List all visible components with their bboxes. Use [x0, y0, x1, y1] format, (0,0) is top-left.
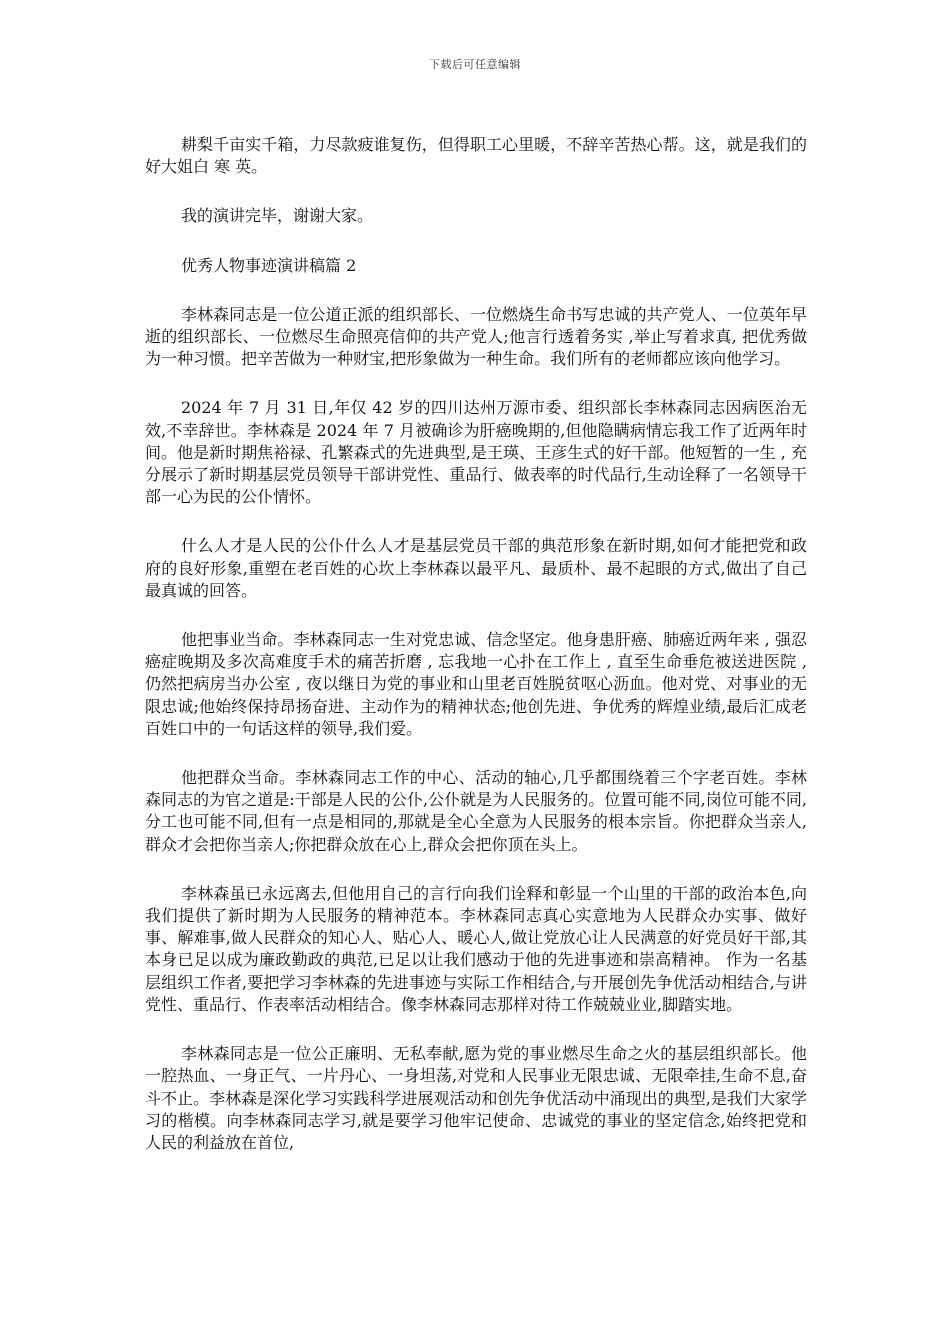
paragraph: 李林森虽已永远离去,但他用自己的言行向我们诠释和彰显一个山里的干部的政治本色,向我们提供了新时期为人民服务的精神范本。李林森同志真心实意地为人民群众办实事、做好事、解难事,做人民群众的知心人、贴心人、暖心人,做让党放心让人民满意的好党员好干部,其本身已足以成为廉政勤政的典范,已足以让我们感动于他的先进事迹和崇高精神。 作为一名基层组织工作者,要把学习李林森的先进事迹与实际工作相结合,与开展创先争优活动相结合,与讲党性、重品行、作表率活动相结合。像李林森同志那样对待工作兢兢业业,脚踏实地。	[145, 883, 807, 1014]
paragraph: 2024 年 7 月 31 日,年仅 42 岁的四川达州万源市委、组织部长李林森同志因病医治无效,不幸辞世。李林森是 2024 年 7 月被确诊为肝癌晚期的,但他隐瞒病情忘我工作了近两年时间。他是新时期焦裕禄、孔繁森式的先进典型,是王瑛、王彦生式的好干部。他短暂的一生 , 充分展示了新时期基层党员领导干部讲党性、重品行、做表率的时代品行,生动诠释了一名领导干部一心为民的公仆情怀。	[145, 398, 807, 507]
paragraph: 什么人才是人民的公仆什么人才是基层党员干部的典范形象在新时期,如何才能把党和政府的良好形象,重塑在老百姓的心坎上李林森以最平凡、最质朴、最不起眼的方式,做出了自己最真诚的回答。	[145, 536, 807, 600]
paragraph: 他把事业当命。李林森同志一生对党忠诚、信念坚定。他身患肝癌、肺癌近两年来 , 强忍癌症晚期及多次高难度手术的痛苦折磨 , 忘我地一心扑在工作上 , 直至生命垂危被送进医院 , 仍然把病房当办公室 , 夜以继日为党的事业和山里老百姓脱贫呕心沥血。他对党、对事业的无限忠诚;他始终保持昂扬奋进、主动作为的精神状态;他创先进、争优秀的辉煌业绩,最后汇成老百姓口中的一句话这样的领导,我们爱。	[145, 630, 807, 738]
paragraph: 李林森同志是一位公道正派的组织部长、一位燃烧生命书写忠诚的共产党人、一位英年早逝的组织部长、一位燃尽生命照亮信仰的共产党人;他言行透着务实 ,举止写着求真, 把优秀做为一种习惯。把辛苦做为一种财宝,把形象做为一种生命。我们所有的老师都应该向他学习。	[145, 304, 807, 369]
paragraph: 他把群众当命。李林森同志工作的中心、活动的轴心,几乎都围绕着三个字老百姓。李林森同志的为官之道是:干部是人民的公仆,公仆就是为人民服务的。位置可能不同,岗位可能不同,分工也可能不同,但有一点是相同的,那就是全心全意为人民服务的根本宗旨。你把群众当亲人,群众才会把你当亲人;你把群众放在心上,群众会把你顶在头上。	[145, 768, 807, 854]
paragraph: 李林森同志是一位公正廉明、无私奉献,愿为党的事业燃尽生命之火的基层组织部长。他一腔热血、一身正气、一片丹心、一身坦荡,对党和人民事业无限忠诚、无限牵挂,生命不息,奋斗不止。李林森是深化学习实践科学进展观活动和创先争优活动中涌现出的典型,是我们大家学习的楷模。向李林森同志学习,就是要学习他牢记使命、忠诚党的事业的坚定信念,始终把党和人民的利益放在首位,	[145, 1044, 807, 1152]
paragraph-thanks: 我的演讲完毕，谢谢大家。	[181, 206, 374, 226]
page-header-note: 下载后可任意编辑	[429, 58, 521, 71]
paragraph-closing-poem: 耕梨千亩实千箱，力尽款疲谁复伤，但得职工心里暖，不辞辛苦热心帮。这，就是我们的好大姐白 寒 英。	[145, 135, 807, 177]
document-body	[145, 134, 807, 1181]
section-title: 优秀人物事迹演讲稿篇 2	[181, 255, 357, 275]
